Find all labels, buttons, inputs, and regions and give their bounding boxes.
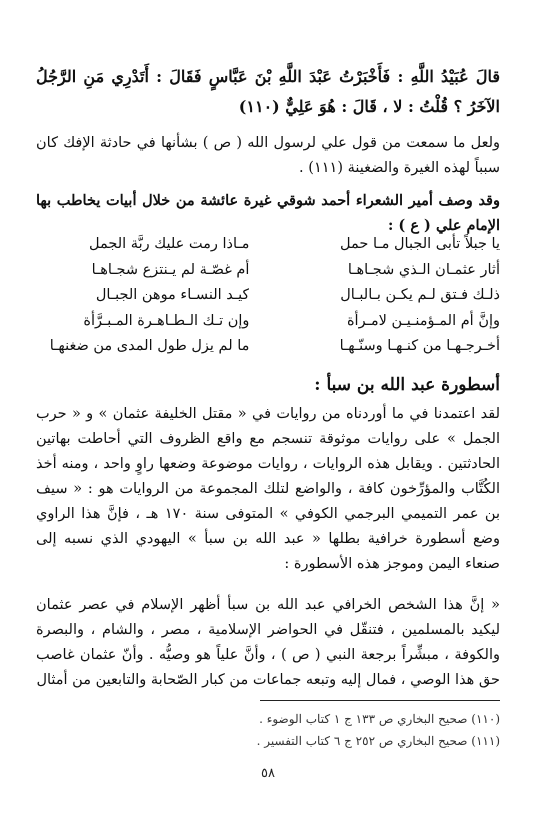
paragraph-2: وقد وصف أمير الشعراء أحمد شوقي غيرة عائشة من خلال أبيات يخاطب بها الإمام علي ( ع ) : [36,192,500,234]
paragraph-1: ولعل ما سمعت من قول علي لرسول الله ( ص ) بشأنها في حادثة الإفك كان سبباً لهذه الغيرة والضغينة (١١١) . [36,135,500,176]
poem-hemistich-right: أخـرجـهـا من كنـهـا وسنّـهـا [339,338,500,354]
hadith-quote: قالَ عُبَيْدُ اللَّهِ : فَأَخْبَرْتُ عَبْدَ اللَّهِ بْنَ عَبَّاسٍ فَقَالَ : أَتَدْرِي مَنِ الرَّجُلُ الآخَرُ ؟ قُلْتُ : لا ، قَالَ : هُوَ عَلِيٌّ (١١٠) [36,67,500,116]
page-number: ٥٨ [261,766,275,781]
poem-verse [36,258,500,284]
poem-hemistich-right: أثار عثمـان الـذي شجـاهـا [347,261,500,278]
poem-hemistich-left: أم غصّـة لم يـنتزع شجـاهـا [91,261,250,278]
poem-hemistich-left: ما لم يزل طول المدى من ضغنهـا [49,338,250,354]
footnote: (١١١) صحيح البخاري ص ٢٥٢ ج ٦ كتاب التفسير . [256,734,500,748]
poem-hemistich-right: يا جبلاً تأبى الجبال مـا حمل [340,236,500,252]
footnotes [257,708,500,752]
poem-hemistich-left: مـاذا رمت عليك ربَّة الجمل [89,236,250,252]
poem-hemistich-left: وإن تـك الـطـاهـرة المـبـرَّأة [83,312,250,329]
poem-hemistich-left: كيـد النسـاء موهن الجبـال [95,287,250,303]
section-heading: أسطورة عبد الله بن سبأ : [314,375,500,395]
poem-verse [36,283,500,309]
poem-hemistich-right: ذلـك فـتق لـم يكـن بـالبـال [340,287,500,303]
footnote: (١١٠) صحيح البخاري ص ١٣٣ ج ١ كتاب الوضوء . [259,712,500,726]
poem-verse [36,232,500,258]
poem-verse [36,334,500,360]
paragraph-4: « إنَّ هذا الشخص الخرافي عبد الله بن سبأ أظهر الإسلام في عصر عثمان ليكيد بالمسلمين ، فتنقّل في الحواضر الإسلامية ، مصر ، والشام ، والبصرة والكوفة ، مبشِّراً برجعة النبي ( ص ) ، وأنَّ علياً هو وصيُّه . وأنّ عثمان غاصب حق هذا الوصي ، فمال إليه وتبعه جماعات من كبار الصّحابة والتابعين من أمثال [36,597,500,688]
poem-hemistich-right: وإنَّ أم المـؤمنـيـن لامـرأة [346,312,500,329]
footnote-divider [260,700,500,701]
poem-verse [36,309,500,335]
paragraph-3: لقد اعتمدنا في ما أوردناه من روايات في « مقتل الخليفة عثمان » و « حرب الجمل » على روايات موثوقة تنسجم مع واقع الظروف التي أحاطت بهاتين الحادثتين . ويقابل هذه الروايات ، روايات موضوعة وضعها راوٍ واحد ، ومنه أخذ الكُتَّاب والمؤرِّخون كافة ، والواضع لتلك المجموعة من الروايات هو : « سيف بن عمر التميمي البرجمي الكوفي » المتوفى سنة ١٧٠ هـ ، فإنَّ هذا الراوي وضع أسطورة خرافية بطلها « عبد الله بن سبأ » اليهودي الذي نسبه إلى صنعاء اليمن وموجز هذه الأسطورة : [36,406,500,572]
poem [36,232,500,360]
